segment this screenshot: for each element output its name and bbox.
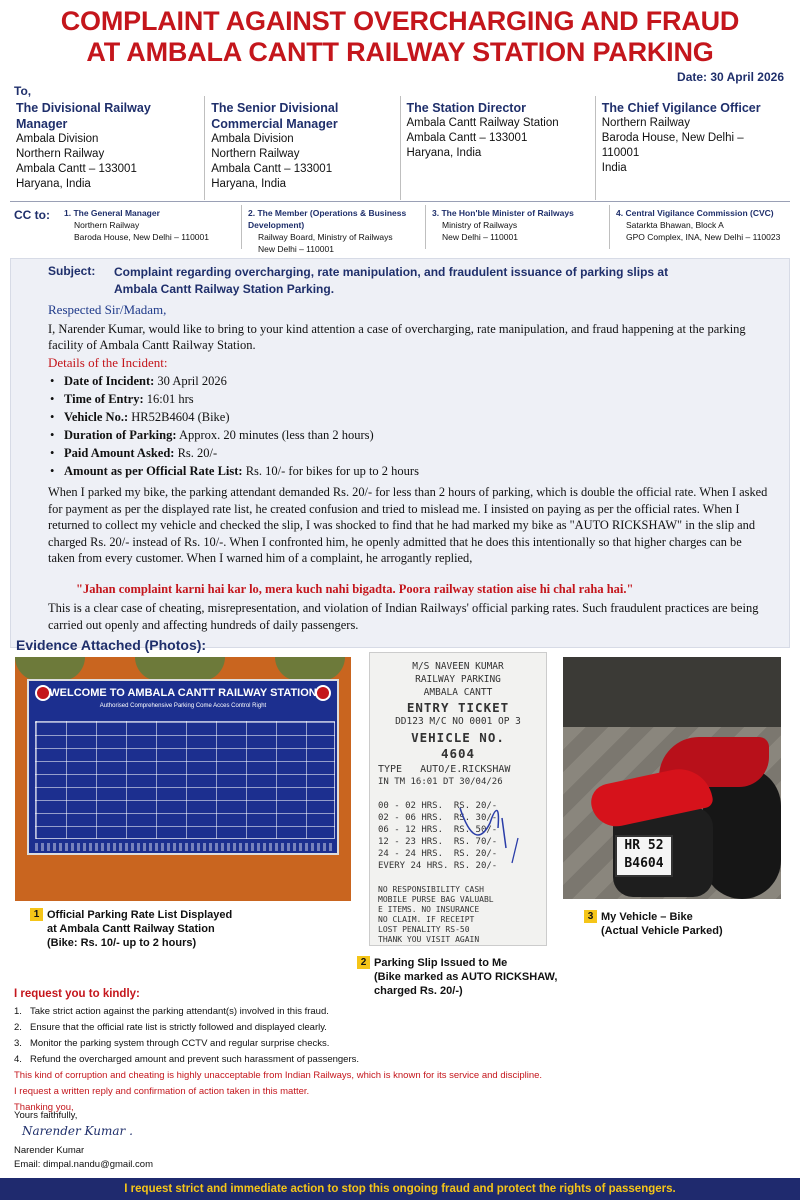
divider <box>10 201 790 202</box>
ticket-rate: 06 - 12 HRS. RS. 50/- <box>378 825 498 835</box>
details-list <box>48 372 748 480</box>
warning-text: This kind of corruption and cheating is highly unacceptable from Indian Railways, which is known for its service and discipline. I request a written reply and confirmation of action taken in this matter. Thanking you, <box>14 1070 543 1113</box>
addressee-title: The Divisional Railway Manager <box>16 101 151 131</box>
subject-text: Complaint regarding overcharging, rate manipulation, and fraudulent issuance of parking slips at Ambala Cantt Railway Station Parking. <box>114 265 669 296</box>
salutation: Respected Sir/Madam, <box>48 302 167 317</box>
cc-row <box>58 205 793 254</box>
incident-paragraph: When I parked my bike, the parking attendant demanded Rs. 20/- for less than 2 hours of parking, which is double the official rate. When I asked for payment as per the displayed rate list, he created confusion and tried to mislead me. I insisted on paying as per the official rates. When I returned to collect my vehicle and checked the slip, I was shocked to find that he had marked my bike as "AUTO RICKSHAW" in the slip and charged Rs. 20/- instead of Rs. 10/-. When I confronted him, he openly admitted that he does this intentionally so that higher charges can be taken from every customer. When I warned him of a complaint, he arrogantly replied, <box>48 485 768 565</box>
cc-title: 2. The Member (Operations & Business Development) <box>248 208 407 230</box>
requests-list <box>14 1004 754 1068</box>
addressee-row <box>10 96 790 200</box>
addressee-drm <box>10 96 205 200</box>
cc-title: 3. The Hon'ble Minister of Railways <box>432 208 574 218</box>
cc-line: Baroda House, New Delhi – 110001 <box>74 232 209 242</box>
request-item: 4. Refund the overcharged amount and prevent such harassment of passengers. <box>14 1054 360 1065</box>
background-wall <box>563 657 781 727</box>
cc-item <box>426 205 610 249</box>
cc-item <box>242 205 426 254</box>
request-item: 2. Ensure that the official rate list is strictly followed and displayed clearly. <box>14 1022 327 1033</box>
rate-board <box>27 679 339 855</box>
cc-line: Railway Board, Ministry of Railways <box>258 232 393 242</box>
addressee-line: Northern Railway <box>601 117 690 129</box>
cc-label: CC to: <box>14 208 50 222</box>
addressee-title: The Senior Divisional <box>211 101 339 115</box>
signature: Narender Kumar . <box>22 1124 133 1138</box>
cc-line: Satarkta Bhawan, Block A <box>626 220 724 230</box>
caption-rate-list: 1 Official Parking Rate List Displayed at Ambala Cantt Railway Station (Bike: Rs. 10/- up to 2 hours) <box>30 908 232 950</box>
cc-line: GPO Complex, INA, New Delhi – 110023 <box>626 232 781 242</box>
addressee-title-2: Commercial Manager <box>211 117 338 131</box>
title-line-2: AT AMBALA CANTT RAILWAY STATION PARKING <box>86 37 714 67</box>
addressee-sdcm <box>205 96 400 200</box>
addressee-line: Ambala Cantt – 133001 <box>211 163 333 175</box>
intro-paragraph: I, Narender Kumar, would like to bring to your kind attention a case of overcharging, rate manipulation, and fraud happening at the parking facility of Ambala Cantt Railway Station. <box>48 322 746 352</box>
ticket-line: VEHICLE NO. <box>411 730 505 745</box>
signatory-name: Narender Kumar <box>14 1145 85 1156</box>
addressee-title: The Station Director <box>406 101 526 115</box>
addressee-line: Ambala Cantt – 133001 <box>16 163 137 175</box>
rate-list-photo <box>15 657 351 901</box>
tree-foliage <box>135 657 225 681</box>
addressee-line: Ambala Division <box>211 133 294 145</box>
details-heading: Details of the Incident: <box>48 355 168 370</box>
addressee-line: Ambala Division <box>16 133 99 145</box>
detail-item: • Time of Entry: 16:01 hrs <box>48 390 748 408</box>
ticket-rate: EVERY 24 HRS. RS. 20/- <box>378 861 498 871</box>
requests-heading: I request you to kindly: <box>14 988 140 1000</box>
ticket-line: TYPE AUTO/E.RICKSHAW <box>378 764 511 775</box>
cc-title: 4. Central Vigilance Commission (CVC) <box>616 208 774 218</box>
addressee-line: Baroda House, New Delhi – 110001 <box>601 132 744 159</box>
bike-photo <box>563 657 781 899</box>
plate-line: HR 52 <box>624 838 664 853</box>
addressee-line: Northern Railway <box>16 148 105 160</box>
addressee-line: Ambala Cantt Railway Station <box>406 117 559 129</box>
number-plate <box>615 835 673 877</box>
evidence-heading: Evidence Attached (Photos): <box>16 637 207 653</box>
rate-table-grid <box>35 721 335 839</box>
addressee-line: Haryana, India <box>211 178 287 190</box>
ticket-footer: MOBILE PURSE BAG VALUABL <box>378 895 494 904</box>
addressee-line: Haryana, India <box>406 147 482 159</box>
board-footer-text <box>35 843 335 851</box>
yours-faithfully: Yours faithfully, <box>14 1110 78 1121</box>
addressee-line: India <box>601 162 627 174</box>
detail-item: • Paid Amount Asked: Rs. 20/- <box>48 444 748 462</box>
plate-line: B4604 <box>624 856 664 871</box>
addressee-cvo <box>596 96 790 200</box>
footer-banner: I request strict and immediate action to stop this ongoing fraud and protect the rights of passengers. <box>0 1178 800 1200</box>
closing-paragraph: This is a clear case of cheating, misrepresentation, and violation of Indian Railways' official parking rates. Such fraudulent practices are being carried out openly and affecting hundreds of daily passengers. <box>48 601 759 632</box>
caption-number: 2 <box>357 956 370 969</box>
ticket-footer: E ITEMS. NO INSURANCE <box>378 905 480 914</box>
caption-number: 1 <box>30 908 43 921</box>
cc-line: New Delhi – 110001 <box>442 232 518 242</box>
signatory-email: Email: dimpal.nandu@gmail.com <box>14 1159 154 1170</box>
ticket-rate: 00 - 02 HRS. RS. 20/- <box>378 801 498 811</box>
subject-label: Subject: <box>48 264 96 278</box>
to-label: To, <box>14 84 32 98</box>
ticket-line: M/S NAVEEN KUMAR <box>412 661 504 672</box>
request-item: 3. Monitor the parking system through CCTV and regular surprise checks. <box>14 1038 330 1049</box>
detail-item: • Duration of Parking: Approx. 20 minutes (less than 2 hours) <box>48 426 748 444</box>
caption-number: 3 <box>584 910 597 923</box>
document-title <box>0 6 800 68</box>
tree-foliage <box>275 657 345 681</box>
tree-foliage <box>15 657 85 681</box>
ticket-line: ENTRY TICKET <box>406 700 510 715</box>
ticket-rate: 02 - 06 HRS. RS. 30/- <box>378 813 498 823</box>
ticket-line: IN TM 16:01 DT 30/04/26 <box>378 777 503 787</box>
addressee-station-director <box>401 96 596 200</box>
ticket-rate: 24 - 24 HRS. RS. 20/- <box>378 849 498 859</box>
ticket-footer: NO RESPONSIBILITY CASH <box>378 885 484 894</box>
ticket-vehicle-no: 4604 <box>440 746 476 761</box>
title-line-1: COMPLAINT AGAINST OVERCHARGING AND FRAUD <box>60 6 740 36</box>
ticket-rate: 12 - 23 HRS. RS. 70/- <box>378 837 498 847</box>
ticket-footer: NO CLAIM. IF RECEIPT <box>378 915 475 924</box>
ticket-line: DD123 M/C NO 0001 OP 3 <box>395 716 521 727</box>
addressee-line: Ambala Cantt – 133001 <box>406 132 528 144</box>
addressee-line: Northern Railway <box>211 148 300 160</box>
board-title: WELCOME TO AMBALA CANTT RAILWAY STATION <box>49 687 317 699</box>
board-subtitle: Authorised Comprehensive Parking Come Acces Control Right <box>99 703 267 709</box>
ticket-footer: LOST PENALITY RS-50 <box>378 925 470 934</box>
detail-item: • Amount as per Official Rate List: Rs. 10/- for bikes for up to 2 hours <box>48 462 748 480</box>
cc-item <box>610 205 793 249</box>
cc-item <box>58 205 242 249</box>
pen-scribble-mark <box>440 788 540 868</box>
addressee-line: Haryana, India <box>16 178 91 190</box>
cc-line: Ministry of Railways <box>442 220 518 230</box>
ticket-footer: THANK YOU VISIT AGAIN <box>378 935 480 944</box>
cc-line: New Delhi – 110001 <box>258 244 334 254</box>
caption-bike: 3 My Vehicle – Bike (Actual Vehicle Parked) <box>584 910 723 938</box>
detail-item: • Date of Incident: 30 April 2026 <box>48 372 748 390</box>
cc-line: Northern Railway <box>74 220 140 230</box>
caption-parking-slip: 2 Parking Slip Issued to Me (Bike marked as AUTO RICKSHAW, charged Rs. 20/-) <box>357 956 557 998</box>
parking-slip-photo <box>369 652 547 946</box>
detail-item: • Vehicle No.: HR52B4604 (Bike) <box>48 408 748 426</box>
attendant-quote: "Jahan complaint karni hai kar lo, mera kuch nahi bigadta. Poora railway station aise hi chal raha hai." <box>76 582 634 596</box>
ticket-line: RAILWAY PARKING <box>415 674 501 685</box>
addressee-title: The Chief Vigilance Officer <box>601 101 761 115</box>
ticket-line: AMBALA CANTT <box>423 687 493 698</box>
cc-title: 1. The General Manager <box>64 208 160 218</box>
request-item: 1. Take strict action against the parking attendant(s) involved in this fraud. <box>14 1006 329 1017</box>
date-label: Date: 30 April 2026 <box>677 70 784 84</box>
